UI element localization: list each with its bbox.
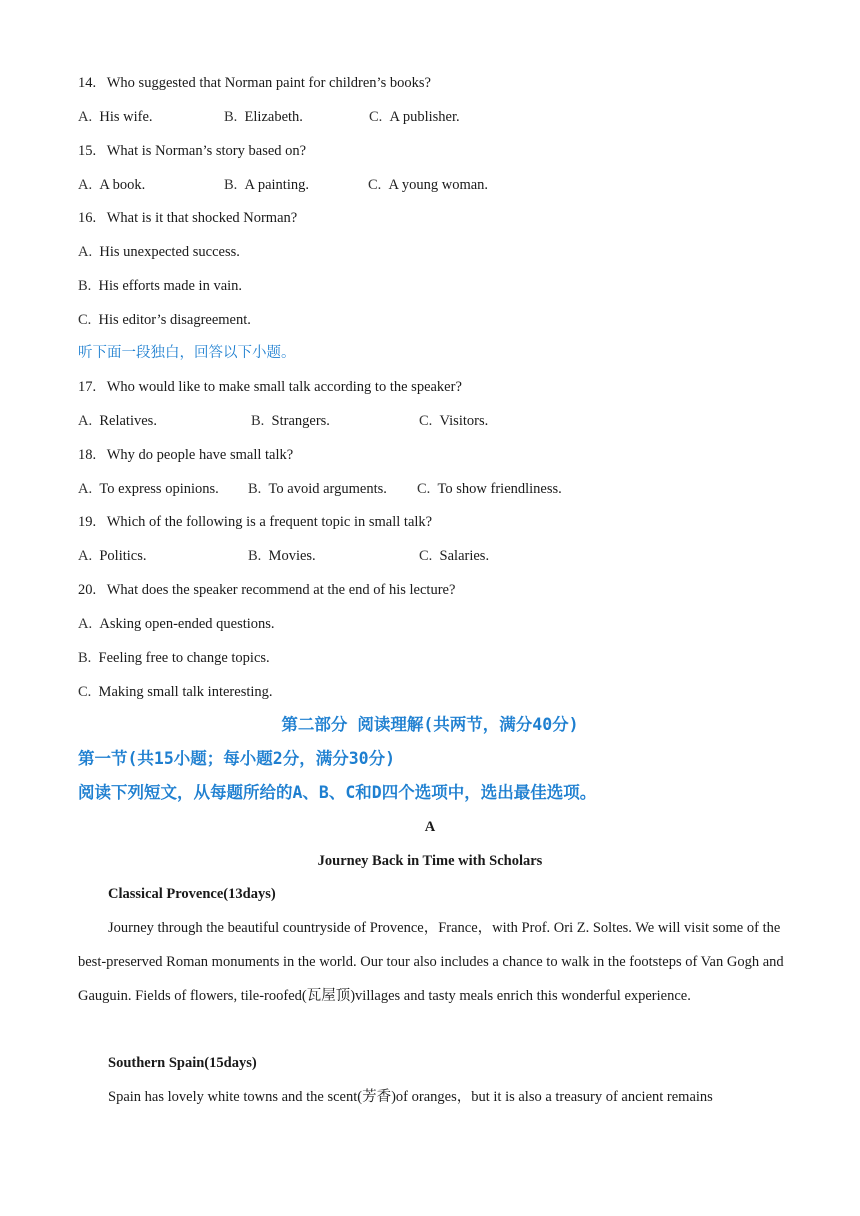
question-16: 16. What is it that shocked Norman? <box>78 210 298 226</box>
question-text: Who would like to make small talk according to the speaker? <box>106 379 462 395</box>
section1-instruction: 阅读下列短文，从每题所给的A、B、C和D四个选项中，选出最佳选项。 <box>78 783 597 802</box>
option-c: C. A young woman. <box>368 177 489 193</box>
option-c: C. A publisher. <box>369 109 460 125</box>
question-19: 19. Which of the following is a frequent topic in small talk? <box>78 514 433 530</box>
question-17: 17. Who would like to make small talk according to the speaker? <box>78 379 462 395</box>
option-a: A. His wife. <box>78 109 153 125</box>
option-b: B. His efforts made in vain. <box>78 278 243 294</box>
option-a: A. Relatives. <box>78 413 157 429</box>
question-18: 18. Why do people have small talk? <box>78 447 294 463</box>
subheading-provence: Classical Provence(13days) <box>108 886 276 902</box>
question-text: Why do people have small talk? <box>106 447 294 463</box>
option-c: C. Salaries. <box>419 548 490 564</box>
option-b: B. Elizabeth. <box>224 109 303 125</box>
passage-title: Journey Back in Time with Scholars <box>317 853 543 869</box>
paragraph-spain: Spain has lovely white towns and the scent(芳香)of oranges，but it is also a treasury of ancient remains <box>108 1089 713 1105</box>
question-text: What is it that shocked Norman? <box>106 210 298 226</box>
section1-title: 第一节(共15小题；每小题2分，满分30分) <box>78 749 396 768</box>
part2-title: 第二部分 阅读理解(共两节，满分40分) <box>281 715 579 734</box>
question-text: Who suggested that Norman paint for children’s books? <box>106 75 431 91</box>
monologue-instruction: 听下面一段独白，回答以下小题。 <box>78 345 296 361</box>
option-a: A. A book. <box>78 177 146 193</box>
question-14 <box>78 73 431 93</box>
option-b: B. Strangers. <box>251 413 330 429</box>
option-c: C. His editor’s disagreement. <box>78 312 251 328</box>
option-a: A. Politics. <box>78 548 147 564</box>
passage-letter: A <box>424 819 436 835</box>
option-c: C. To show friendliness. <box>417 481 562 497</box>
question-15: 15. What is Norman’s story based on? <box>78 143 307 159</box>
subheading-spain: Southern Spain(15days) <box>108 1055 257 1071</box>
option-b: B. To avoid arguments. <box>248 481 387 497</box>
question-text: Which of the following is a frequent topic in small talk? <box>106 514 433 530</box>
question-number: 14. <box>78 75 97 91</box>
option-a: A. Asking open-ended questions. <box>78 616 275 632</box>
option-b: B. Movies. <box>248 548 316 564</box>
option-c: C. Making small talk interesting. <box>78 684 273 700</box>
question-20: 20. What does the speaker recommend at the end of his lecture? <box>78 582 456 598</box>
question-text: What does the speaker recommend at the end of his lecture? <box>106 582 456 598</box>
option-a: A. To express opinions. <box>78 481 219 497</box>
question-text: What is Norman’s story based on? <box>106 143 307 159</box>
option-a: A. His unexpected success. <box>78 244 240 260</box>
paragraph-provence: Journey through the beautiful countryside of Provence，France，with Prof. Ori Z. Soltes. We will visit some of the best-preserved Roman monuments in the world. Our tour also includes a chance to walk in the footsteps of Van Gogh and Gauguin. Fields of flowers, tile-roofed(瓦屋顶)villages and tasty meals enrich this wonderful experience. <box>78 920 784 1004</box>
option-b: B. Feeling free to change topics. <box>78 650 270 666</box>
option-c: C. Visitors. <box>419 413 489 429</box>
option-b: B. A painting. <box>224 177 309 193</box>
